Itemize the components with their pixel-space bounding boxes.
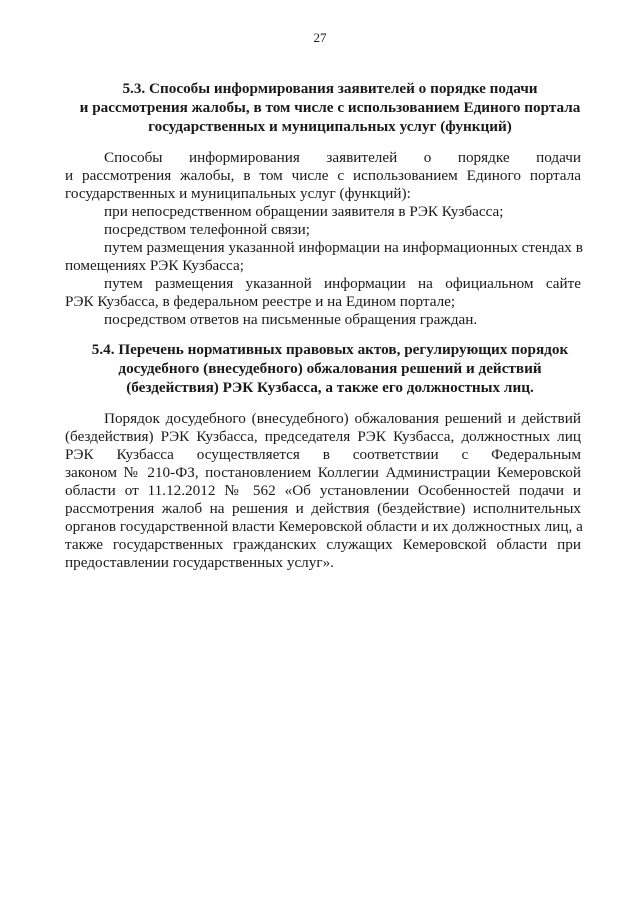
paragraph-line: (бездействия) РЭК Кузбасса, председателя РЭК Кузбасса, должностных лиц <box>65 428 581 445</box>
list-item-continuation: помещениях РЭК Кузбасса; <box>65 257 244 274</box>
list-item-continuation: РЭК Кузбасса, в федеральном реестре и на Едином портале; <box>65 293 456 310</box>
paragraph-line: области от 11.12.2012 № 562 «Об установлении Особенностей подачи и <box>65 482 581 499</box>
heading-line: (бездействия) РЭК Кузбасса, а также его должностных лиц. <box>126 379 534 396</box>
list-item: при непосредственном обращении заявителя в РЭК Кузбасса; <box>104 203 504 220</box>
paragraph-line: органов государственной власти Кемеровской области и их должностных лиц, а <box>65 518 583 535</box>
list-item: путем размещения указанной информации на официальном сайте <box>104 275 581 292</box>
paragraph-line: также государственных гражданских служащих Кемеровской области при <box>65 536 581 553</box>
list-item: посредством ответов на письменные обращения граждан. <box>104 311 478 328</box>
page-number: 27 <box>313 30 327 45</box>
paragraph-line: рассмотрения жалоб на решения и действия (бездействие) исполнительных <box>65 500 581 517</box>
paragraph-line: РЭК Кузбасса осуществляется в соответствии с Федеральным <box>65 446 581 463</box>
paragraph-line: предоставлении государственных услуг». <box>65 554 334 571</box>
paragraph-line: Порядок досудебного (внесудебного) обжалования решений и действий <box>104 410 581 427</box>
paragraph-line: Способы информирования заявителей о порядке подачи <box>104 149 581 166</box>
list-item: путем размещения указанной информации на информационных стендах в <box>104 239 583 256</box>
heading-line: и рассмотрения жалобы, в том числе с использованием Единого портала <box>79 99 581 116</box>
heading-line: досудебного (внесудебного) обжалования решений и действий <box>118 360 542 377</box>
heading-line: государственных и муниципальных услуг (функций) <box>148 118 512 135</box>
section-5-4-heading <box>60 340 600 397</box>
heading-line: 5.4. Перечень нормативных правовых актов, регулирующих порядок <box>91 341 569 358</box>
paragraph-line: государственных и муниципальных услуг (функций): <box>65 185 411 202</box>
list-item: посредством телефонной связи; <box>104 221 310 238</box>
paragraph-line: законом № 210-ФЗ, постановлением Коллегии Администрации Кемеровской <box>65 464 581 481</box>
paragraph-line: и рассмотрения жалобы, в том числе с использованием Единого портала <box>65 167 581 184</box>
section-5-3-heading <box>60 79 600 136</box>
heading-line: 5.3. Способы информирования заявителей о порядке подачи <box>122 80 538 97</box>
